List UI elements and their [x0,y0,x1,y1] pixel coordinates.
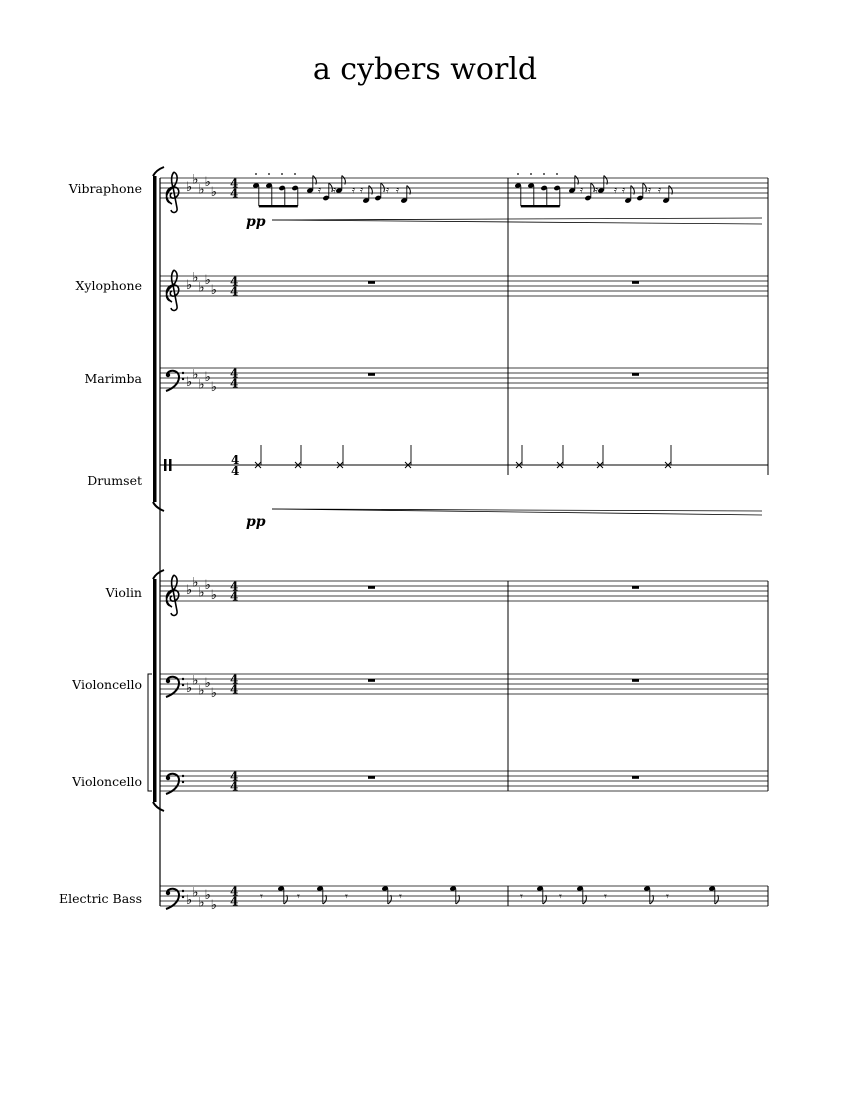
staccato-dot [556,173,558,175]
time-signature-bottom: 4 [230,894,239,909]
key-signature-flat: ♭ [210,898,217,913]
bass-clef-dot [166,891,170,895]
time-signature-top: 4 [230,769,239,784]
whole-rest [632,586,639,589]
whole-rest [368,776,375,779]
key-signature-flat: ♭ [192,367,199,383]
bass-clef-dot [182,372,184,374]
key-signature-flat: ♭ [192,885,199,901]
time-signature-bottom: 4 [231,464,240,478]
bass-clef-dot [182,890,184,892]
key-signature-flat: ♭ [210,686,217,701]
sixteenth-rest: 𝄿 [614,185,618,196]
bass-clef-dot [182,896,184,898]
instrument-label-violoncello-2: Violoncello [72,774,142,789]
key-signature-flat: ♭ [204,370,211,385]
time-signature-top: 4 [230,176,239,191]
eighth-rest: 𝄾 [604,890,607,903]
cello-group-bracket [148,674,152,791]
time-signature-bottom: 4 [230,284,239,299]
bracket-tip [153,167,164,176]
key-signature-flat: ♭ [198,895,205,911]
key-signature-flat: ♭ [210,588,217,603]
dynamic-marking: pp [246,214,266,230]
key-signature-flat: ♭ [186,893,193,908]
staccato-dot [543,173,545,175]
staccato-dot [281,173,283,175]
key-signature-flat: ♭ [198,182,205,198]
key-signature-flat: ♭ [192,172,199,188]
time-signature-top: 4 [230,884,239,899]
sixteenth-rest: 𝄿 [648,185,652,196]
whole-rest [368,679,375,682]
staccato-dot [255,173,257,175]
bass-clef-dot [166,776,170,780]
key-signature-flat: ♭ [198,377,205,393]
time-signature-top: 4 [230,366,239,381]
instrument-label-vibraphone: Vibraphone [68,181,142,196]
key-signature-flat: ♭ [186,278,193,293]
note-flag [329,183,333,192]
sixteenth-rest: 𝄿 [318,185,322,196]
beam [259,205,298,207]
time-signature-bottom: 4 [230,589,239,604]
time-signature-bottom: 4 [230,186,239,201]
whole-rest [632,679,639,682]
key-signature-flat: ♭ [198,585,205,601]
whole-rest [368,281,375,284]
sixteenth-rest: 𝄿 [360,185,364,196]
beam [521,205,560,207]
eighth-rest: 𝄾 [666,890,669,903]
instrument-label-marimba: Marimba [84,371,142,386]
key-signature-flat: ♭ [186,375,193,390]
sixteenth-rest: 𝄿 [580,185,584,196]
percussion-clef [169,459,172,471]
sixteenth-rest: 𝄿 [622,185,626,196]
key-signature-flat: ♭ [210,185,217,200]
bass-clef-dot [182,678,184,680]
sixteenth-rest: 𝄿 [352,185,356,196]
bracket-tip [153,802,164,811]
bracket-tip [153,502,164,511]
key-signature-flat: ♭ [198,683,205,699]
key-signature-flat: ♭ [192,270,199,286]
key-signature-flat: ♭ [204,273,211,288]
sixteenth-rest: 𝄿 [658,185,662,196]
group-bracket [153,579,157,802]
whole-rest [632,776,639,779]
time-signature-top: 4 [231,453,240,467]
instrument-label-electric-bass: Electric Bass [59,891,142,906]
time-signature-top: 4 [230,274,239,289]
time-signature-top: 4 [230,672,239,687]
time-signature-bottom: 4 [230,682,239,697]
bass-clef-dot [182,775,184,777]
sixteenth-rest: 𝄿 [333,185,337,196]
sixteenth-rest: 𝄿 [396,185,400,196]
bass-clef-dot [182,781,184,783]
key-signature-flat: ♭ [210,283,217,298]
key-signature-flat: ♭ [204,578,211,593]
eighth-rest: 𝄾 [297,890,300,903]
eighth-rest: 𝄾 [260,890,263,903]
key-signature-flat: ♭ [192,575,199,591]
bracket-tip [153,570,164,579]
dynamic-marking: pp [246,514,266,530]
bass-clef-dot [182,684,184,686]
eighth-rest: 𝄾 [559,890,562,903]
score-title: a cybers world [312,52,538,87]
time-signature-bottom: 4 [230,779,239,794]
instrument-label-violin: Violin [105,585,142,600]
sixteenth-rest: 𝄿 [386,185,390,196]
group-bracket [153,176,157,502]
staccato-dot [517,173,519,175]
instrument-label-xylophone: Xylophone [75,278,142,293]
key-signature-flat: ♭ [204,888,211,903]
time-signature-top: 4 [230,579,239,594]
key-signature-flat: ♭ [186,583,193,598]
bass-clef-dot [166,373,170,377]
note-flag [591,183,595,192]
key-signature-flat: ♭ [186,180,193,195]
staccato-dot [530,173,532,175]
instrument-label-drumset: Drumset [87,473,142,488]
hairpin-line [272,218,762,220]
eighth-rest: 𝄾 [520,890,523,903]
staccato-dot [294,173,296,175]
whole-rest [632,281,639,284]
hairpin-line [272,220,762,224]
bass-clef-dot [182,378,184,380]
key-signature-flat: ♭ [210,380,217,395]
key-signature-flat: ♭ [204,676,211,691]
time-signature-bottom: 4 [230,376,239,391]
bass-clef-dot [166,679,170,683]
eighth-rest: 𝄾 [399,890,402,903]
key-signature-flat: ♭ [186,681,193,696]
sixteenth-rest: 𝄿 [595,185,599,196]
key-signature-flat: ♭ [204,175,211,190]
eighth-rest: 𝄾 [345,890,348,903]
whole-rest [632,373,639,376]
note-flag [643,183,647,192]
whole-rest [368,373,375,376]
whole-rest [368,586,375,589]
key-signature-flat: ♭ [192,673,199,689]
key-signature-flat: ♭ [198,280,205,296]
percussion-clef [164,459,167,471]
note-flag [381,183,385,192]
instrument-label-violoncello-1: Violoncello [72,677,142,692]
staccato-dot [268,173,270,175]
